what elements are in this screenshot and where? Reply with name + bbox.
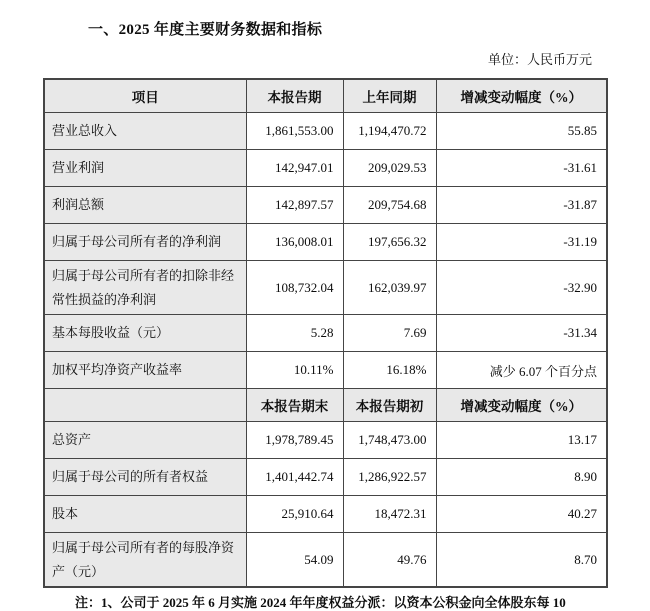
row-label-cell: 利润总额: [44, 187, 246, 224]
row-label-cell: 股本: [44, 496, 246, 533]
current-period-cell: 5.28: [246, 315, 343, 352]
change-cell: 8.90: [436, 459, 607, 496]
table-row: [44, 352, 607, 389]
col-header-period-end: 本报告期末: [246, 389, 343, 422]
row-label-cell: 加权平均净资产收益率: [44, 352, 246, 389]
row-label-cell: 总资产: [44, 422, 246, 459]
period-start-cell: 1,286,922.57: [343, 459, 436, 496]
col-header-period-start: 本报告期初: [343, 389, 436, 422]
period-end-cell: 54.09: [246, 533, 343, 588]
table-row: [44, 315, 607, 352]
col-header-current-period: 本报告期: [246, 79, 343, 113]
col-header-change: 增减变动幅度（%）: [436, 389, 607, 422]
table-row: [44, 459, 607, 496]
table-subheader-row: [44, 389, 607, 422]
prior-period-cell: 16.18%: [343, 352, 436, 389]
unit-label: 单位：人民币万元: [487, 52, 592, 67]
change-cell: -31.34: [436, 315, 607, 352]
prior-period-cell: 209,754.68: [343, 187, 436, 224]
table-row: [44, 187, 607, 224]
current-period-cell: 142,897.57: [246, 187, 343, 224]
change-cell: -31.61: [436, 150, 607, 187]
current-period-cell: 10.11%: [246, 352, 343, 389]
current-period-cell: 136,008.01: [246, 224, 343, 261]
change-cell: -32.90: [436, 261, 607, 315]
page-title: 一、2025 年度主要财务数据和指标: [88, 22, 323, 38]
change-cell: 13.17: [436, 422, 607, 459]
row-label-cell: 归属于母公司的所有者权益: [44, 459, 246, 496]
period-end-cell: 25,910.64: [246, 496, 343, 533]
row-label-cell: 基本每股收益（元）: [44, 315, 246, 352]
col-header-prior-period: 上年同期: [343, 79, 436, 113]
period-start-cell: 49.76: [343, 533, 436, 588]
table-row: [44, 261, 607, 315]
change-cell: 55.85: [436, 113, 607, 150]
report-page: [0, 18, 650, 610]
financial-indicators-table: [43, 78, 608, 588]
row-label-cell: 归属于母公司所有者的扣除非经常性损益的净利润: [44, 261, 246, 315]
table-row: [44, 496, 607, 533]
row-label-cell: 营业利润: [44, 150, 246, 187]
period-end-cell: 1,978,789.45: [246, 422, 343, 459]
change-cell: -31.19: [436, 224, 607, 261]
table-row: [44, 224, 607, 261]
subheader-empty-cell: [44, 389, 246, 422]
col-header-item: 项目: [44, 79, 246, 113]
prior-period-cell: 209,029.53: [343, 150, 436, 187]
prior-period-cell: 197,656.32: [343, 224, 436, 261]
period-start-cell: 1,748,473.00: [343, 422, 436, 459]
change-cell: -31.87: [436, 187, 607, 224]
col-header-change: 增减变动幅度（%）: [436, 79, 607, 113]
change-cell: 减少 6.07 个百分点: [436, 352, 607, 389]
period-end-cell: 1,401,442.74: [246, 459, 343, 496]
row-label-cell: 营业总收入: [44, 113, 246, 150]
prior-period-cell: 1,194,470.72: [343, 113, 436, 150]
table-row: [44, 113, 607, 150]
row-label-cell: 归属于母公司所有者的净利润: [44, 224, 246, 261]
prior-period-cell: 162,039.97: [343, 261, 436, 315]
footnote: 注：1、公司于 2025 年 6 月实施 2024 年年度权益分派：以资本公积金向全体股东每 10: [75, 595, 566, 610]
table-header-row: [44, 79, 607, 113]
change-cell: 8.70: [436, 533, 607, 588]
current-period-cell: 142,947.01: [246, 150, 343, 187]
period-start-cell: 18,472.31: [343, 496, 436, 533]
change-cell: 40.27: [436, 496, 607, 533]
prior-period-cell: 7.69: [343, 315, 436, 352]
table-row: [44, 422, 607, 459]
table-row: [44, 150, 607, 187]
current-period-cell: 1,861,553.00: [246, 113, 343, 150]
row-label-cell: 归属于母公司所有者的每股净资产（元）: [44, 533, 246, 588]
current-period-cell: 108,732.04: [246, 261, 343, 315]
